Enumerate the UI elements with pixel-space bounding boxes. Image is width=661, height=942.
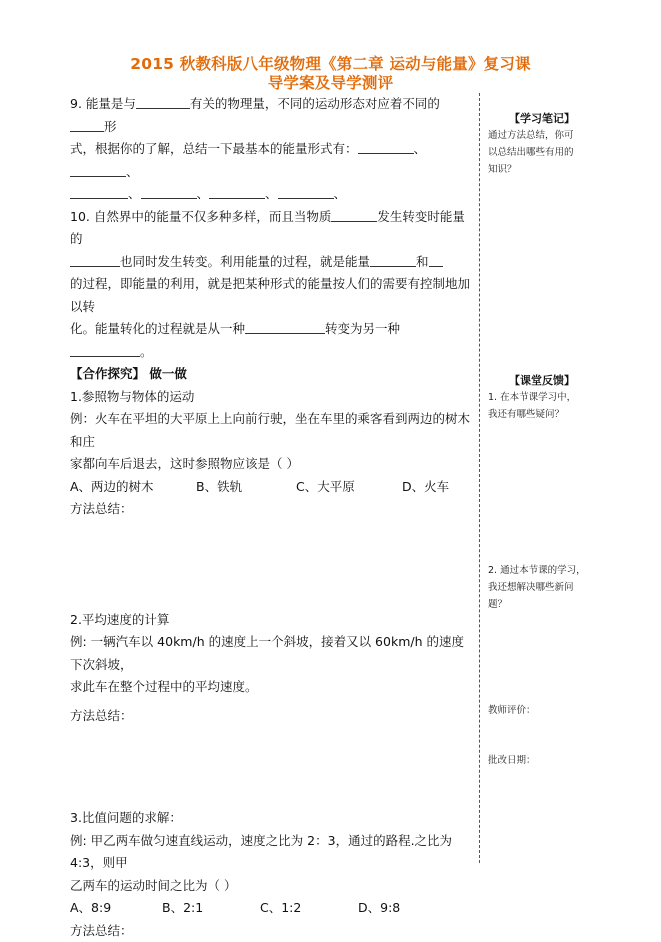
q9-blank-7[interactable] bbox=[209, 185, 265, 199]
ex1-question-line-1: 例：火车在平坦的大平原上上向前行驶，坐在车里的乘客看到两边的树木和庄 bbox=[70, 408, 470, 453]
q10-text: 10. 自然界中的能量不仅多种多样，而且当物质 bbox=[70, 209, 331, 224]
ex1-option-a[interactable]: A、两边的树木 bbox=[70, 476, 196, 499]
ex1-options bbox=[70, 476, 470, 499]
teacher-evaluation: 教师评价： bbox=[488, 702, 596, 719]
q9-blank-1[interactable] bbox=[136, 95, 190, 109]
ex2-method-summary: 方法总结： bbox=[70, 705, 470, 728]
ex2-heading: 2.平均速度的计算 bbox=[70, 609, 470, 632]
feedback-panel bbox=[488, 372, 596, 423]
notes-panel bbox=[488, 110, 596, 178]
q9-blank-2[interactable] bbox=[70, 118, 104, 132]
column-divider bbox=[479, 93, 480, 863]
q10-blank-4[interactable] bbox=[429, 253, 443, 267]
ex3-options bbox=[70, 897, 470, 920]
q10-text: 化。能量转化的过程就是从一种 bbox=[70, 321, 245, 336]
q9-blank-6[interactable] bbox=[141, 185, 197, 199]
ex1-method-summary: 方法总结： bbox=[70, 498, 470, 521]
q9-blank-3[interactable] bbox=[358, 140, 414, 154]
ex1-option-c[interactable]: C、大平原 bbox=[296, 476, 402, 499]
separator: 、 bbox=[126, 164, 139, 179]
ex3-option-c[interactable]: C、1:2 bbox=[260, 897, 358, 920]
q10-line-1 bbox=[70, 206, 470, 251]
q9-line-2 bbox=[70, 138, 470, 183]
ex3-question-line-1: 例: 甲乙两车做匀速直线运动，速度之比为 2：3，通过的路程.之比为 4:3，则甲 bbox=[70, 830, 470, 875]
q10-text: 和 bbox=[416, 254, 429, 269]
q10-blank-2[interactable] bbox=[70, 253, 120, 267]
ex2-question-line-1: 例: 一辆汽车以 40km/h 的速度上一个斜坡，接着又以 60km/h 的速度下次斜坡， bbox=[70, 631, 470, 676]
feedback-heading: 【课堂反馈】 bbox=[488, 372, 596, 389]
q9-text: 形 bbox=[104, 119, 117, 134]
q10-line-4 bbox=[70, 318, 470, 363]
separator: 、 bbox=[128, 186, 141, 201]
ex1-option-d[interactable]: D、火车 bbox=[402, 476, 449, 499]
separator: 、 bbox=[265, 186, 278, 201]
ex3-option-d[interactable]: D、9:8 bbox=[358, 897, 400, 920]
ex1-option-b[interactable]: B、铁轨 bbox=[196, 476, 296, 499]
q10-blank-3[interactable] bbox=[370, 253, 416, 267]
feedback-question-1: 1. 在本节课学习中， bbox=[488, 389, 596, 406]
q10-blank-6[interactable] bbox=[70, 343, 140, 357]
q10-text: 转变为另一种 bbox=[325, 321, 400, 336]
ex1-heading: 1.参照物与物体的运动 bbox=[70, 386, 470, 409]
q10-line-3: 的过程，即能量的利用，就是把某种形式的能量按人们的需要有控制地加以转 bbox=[70, 273, 470, 318]
q9-blank-8[interactable] bbox=[278, 185, 334, 199]
q10-text: 。 bbox=[140, 344, 153, 359]
q9-line-1 bbox=[70, 93, 470, 138]
q10-line-2 bbox=[70, 251, 470, 274]
ex3-method-summary: 方法总结： bbox=[70, 920, 470, 942]
notes-heading: 【学习笔记】 bbox=[488, 110, 596, 127]
q9-text: 有关的物理量，不同的运动形态对应着不同的 bbox=[190, 96, 440, 111]
q10-text: 也同时发生转变。利用能量的过程，就是能量 bbox=[120, 254, 370, 269]
title-line-2: 导学案及导学测评 bbox=[0, 71, 661, 93]
ex3-heading: 3.比值问题的求解： bbox=[70, 807, 470, 830]
separator: 、 bbox=[197, 186, 210, 201]
ex3-option-a[interactable]: A、8:9 bbox=[70, 897, 162, 920]
ex2-question-line-2: 求此车在整个过程中的平均速度。 bbox=[70, 676, 470, 699]
notes-line: 通过方法总结，你可 bbox=[488, 127, 596, 144]
review-date: 批改日期： bbox=[488, 752, 596, 769]
notes-line: 以总结出哪些有用的 bbox=[488, 144, 596, 161]
separator: 、 bbox=[334, 186, 347, 201]
notes-line: 知识？ bbox=[488, 161, 596, 178]
feedback-question-2-block bbox=[488, 562, 596, 613]
q10-text: 发生转变时能量的 bbox=[70, 209, 465, 247]
q9-line-3 bbox=[70, 183, 470, 206]
ex1-question-line-2: 家都向车后退去，这时参照物应该是（ ） bbox=[70, 453, 470, 476]
title-line-1: 2015 秋教科版八年级物理《第二章 运动与能量》复习课 bbox=[0, 52, 661, 74]
feedback-question-2: 我还想解决哪些新问 bbox=[488, 579, 596, 596]
section-heading: 【合作探究】 做一做 bbox=[70, 363, 470, 386]
main-column bbox=[70, 93, 470, 942]
ex3-question-line-2: 乙两车的运动时间之比为（ ） bbox=[70, 875, 470, 898]
ex3-option-b[interactable]: B、2:1 bbox=[162, 897, 260, 920]
q9-blank-4[interactable] bbox=[70, 163, 126, 177]
feedback-question-2: 题？ bbox=[488, 596, 596, 613]
q9-blank-5[interactable] bbox=[70, 185, 128, 199]
q10-blank-5[interactable] bbox=[245, 320, 325, 334]
q9-text: 9. 能量是与 bbox=[70, 96, 136, 111]
separator: 、 bbox=[414, 141, 427, 156]
q10-blank-1[interactable] bbox=[331, 208, 377, 222]
q9-text: 式，根据你的了解，总结一下最基本的能量形式有： bbox=[70, 141, 358, 156]
feedback-question-2: 2. 通过本节课的学习， bbox=[488, 562, 596, 579]
feedback-question-1: 我还有哪些疑问？ bbox=[488, 406, 596, 423]
